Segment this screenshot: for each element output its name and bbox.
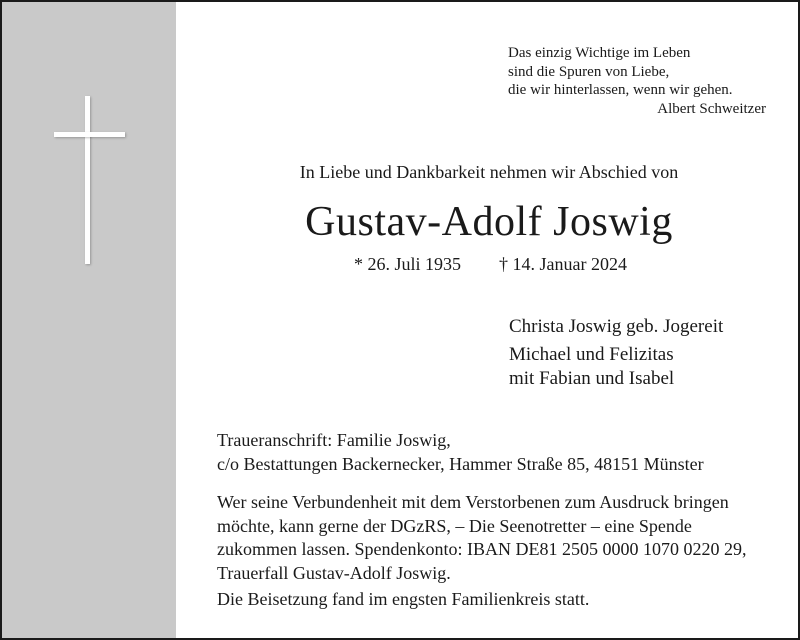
quote-line: sind die Spuren von Liebe, bbox=[508, 63, 670, 80]
deceased-name: Gustav-Adolf Joswig bbox=[305, 199, 673, 245]
donation-text bbox=[217, 491, 746, 585]
quote-block bbox=[508, 44, 774, 118]
family-line: Michael und Felizitas bbox=[509, 344, 674, 365]
side-band bbox=[2, 2, 176, 638]
family-line: mit Fabian und Isabel bbox=[509, 368, 675, 389]
address-line: c/o Bestattungen Backernecker, Hammer Straße 85, 48151 Münster bbox=[217, 454, 704, 474]
donation-line: Wer seine Verbundenheit mit dem Verstorbenen zum Ausdruck bringen bbox=[217, 492, 729, 512]
donation-line: Trauerfall Gustav-Adolf Joswig. bbox=[217, 562, 451, 583]
cross-vertical-bar bbox=[85, 96, 90, 264]
quote-line: Das einzig Wichtige im Leben bbox=[508, 45, 691, 61]
family-line: Christa Joswig geb. Jogereit bbox=[509, 316, 724, 337]
birth-date: * 26. Juli 1935 bbox=[354, 254, 462, 274]
family-block bbox=[509, 315, 723, 391]
death-date: † 14. Januar 2024 bbox=[499, 254, 627, 274]
quote-author: Albert Schweitzer bbox=[657, 100, 766, 117]
donation-line: möchte, kann gerne der DGzRS, – Die Seenotretter – eine Spende bbox=[217, 515, 692, 536]
address-line: Traueranschrift: Familie Joswig, bbox=[217, 430, 451, 450]
intro-text: In Liebe und Dankbarkeit nehmen wir Abschied von bbox=[299, 162, 679, 182]
quote-line: die wir hinterlassen, wenn wir gehen. bbox=[508, 82, 733, 98]
donation-line: zukommen lassen. Spendenkonto: IBAN DE81 2505 0000 1070 0220 29, bbox=[217, 539, 747, 559]
cross-horizontal-bar bbox=[54, 132, 125, 137]
burial-note: Die Beisetzung fand im engsten Familienkreis statt. bbox=[217, 589, 590, 609]
mourning-address bbox=[217, 428, 704, 476]
